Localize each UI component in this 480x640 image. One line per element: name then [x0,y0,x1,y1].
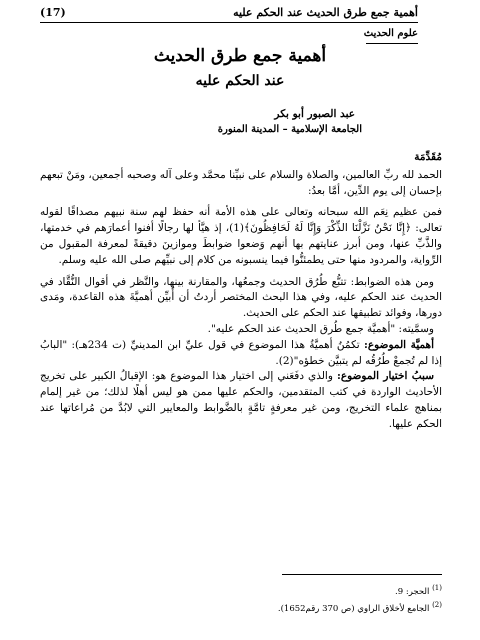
naming-paragraph: وسمَّيته: "أهميَّة جمع طُرق الحديث عند الحكم عليه". [207,322,434,335]
reason-text: والذي دفَعَني إلى اختيار هذا الموضوع هو: الإقبالُ الكبير على تخريج الأحاديث الواردة في كتب المتقدمين، والحكم عليها ممن هو ليس أهلًا لذلك؛ من غير إلمام بمناهج علماء التخريج، ومن غير معرفةٍ تامَّةٍ بالضَّوابط والمعايير التي لابُدَّ من مُراعاتها عند الحكم عليها. [40,370,442,430]
footnotes [40,582,442,616]
footnote-rule [282,574,442,575]
reason-lead: سببُ اختيار الموضوع: [336,370,434,383]
importance-paragraph [40,338,442,370]
reason-paragraph [40,369,442,432]
footnote-mark: (2) [432,600,442,609]
footnote-1 [40,582,442,599]
paper-subtitle: عند الحكم عليه [195,73,285,89]
intro-heading: مُقَدِّمَة [414,151,442,163]
page-number: (17) [40,6,66,19]
footnote-mark: (1) [432,584,442,592]
importance-lead: أهميَّة الموضوع: [363,338,435,351]
importance-text: تكمُنُ أهميَّةُ هذا الموضوع في قول عليِّ ابن المدينيِّ (ت 234هـ): "البابُ إذا لم تُجمعْ طُرُقُه لم يتبيَّن خطؤه"(2). [40,338,442,367]
preservation-paragraph: فمن عظيم نِعَم الله سبحانه وتعالى على هذه الأمة أنه حفظ لهم سنة نبيهم مصداقًا لقوله تعالى: ﴿إِنَّا نَحْنُ نَزَّلْنَا الذِّكْرَ وَإِنَّا لَهُ لَحَافِظُونَ﴾(1)، إذ هيَّأ لها رجالًا أفنوا أعمارَهم في خدمتها، والذَّبِّ عنها، ومن أبرز عنايتهم بها أنهم وَضعوا ضوابطَ وموازينَ دقيقةً لمعرفة المقبول من الرِّواية، والمردود منها حتى يطمئنُّوا فيما ينسبونه من كلام إلى نبيِّهم صلى الله عليه وسلم. [40,206,442,266]
intro-paragraph: الحمد لله ربِّ العالمين، والصلاة والسلام على نبيِّنا محمَّد وعلى آله وصحبه أجمعين، ومَنْ تبعهم بإحسان إلى يوم الدِّين، أمَّا بعدُ: [40,168,442,197]
footnote-text: الجامع لأخلاق الراوي (ص 370 رقم1652). [277,603,430,614]
footnote-2 [40,599,442,616]
author-name: عبد الصبور أبو بكر [274,108,355,120]
principles-paragraph: ومن هذه الضوابط: تتبُّع طُرُق الحديث وجمعُها، والمقارنة بينها، والنَّظر في أقوال النُّقَّاد في الحديث عند الحكم عليه، وفي هذا البحث المختصر أردتُ أن أُبيِّن أهميَّةَ هذه القاعدة، ومَدى دورها، وفوائد تطبيقها عند الحكم على الحديث. [40,275,442,320]
section-rule [366,43,418,44]
section-label: علوم الحديث [363,28,418,39]
footnote-text: الحجر: 9. [395,586,430,597]
author-affiliation: الجامعة الإسلامية – المدينة المنورة [217,124,362,135]
running-header [40,6,418,23]
running-title: أهمية جمع طرق الحديث عند الحكم عليه [233,6,418,19]
paper-title: أهمية جمع طرق الحديث [153,46,327,66]
body-text [40,150,442,433]
